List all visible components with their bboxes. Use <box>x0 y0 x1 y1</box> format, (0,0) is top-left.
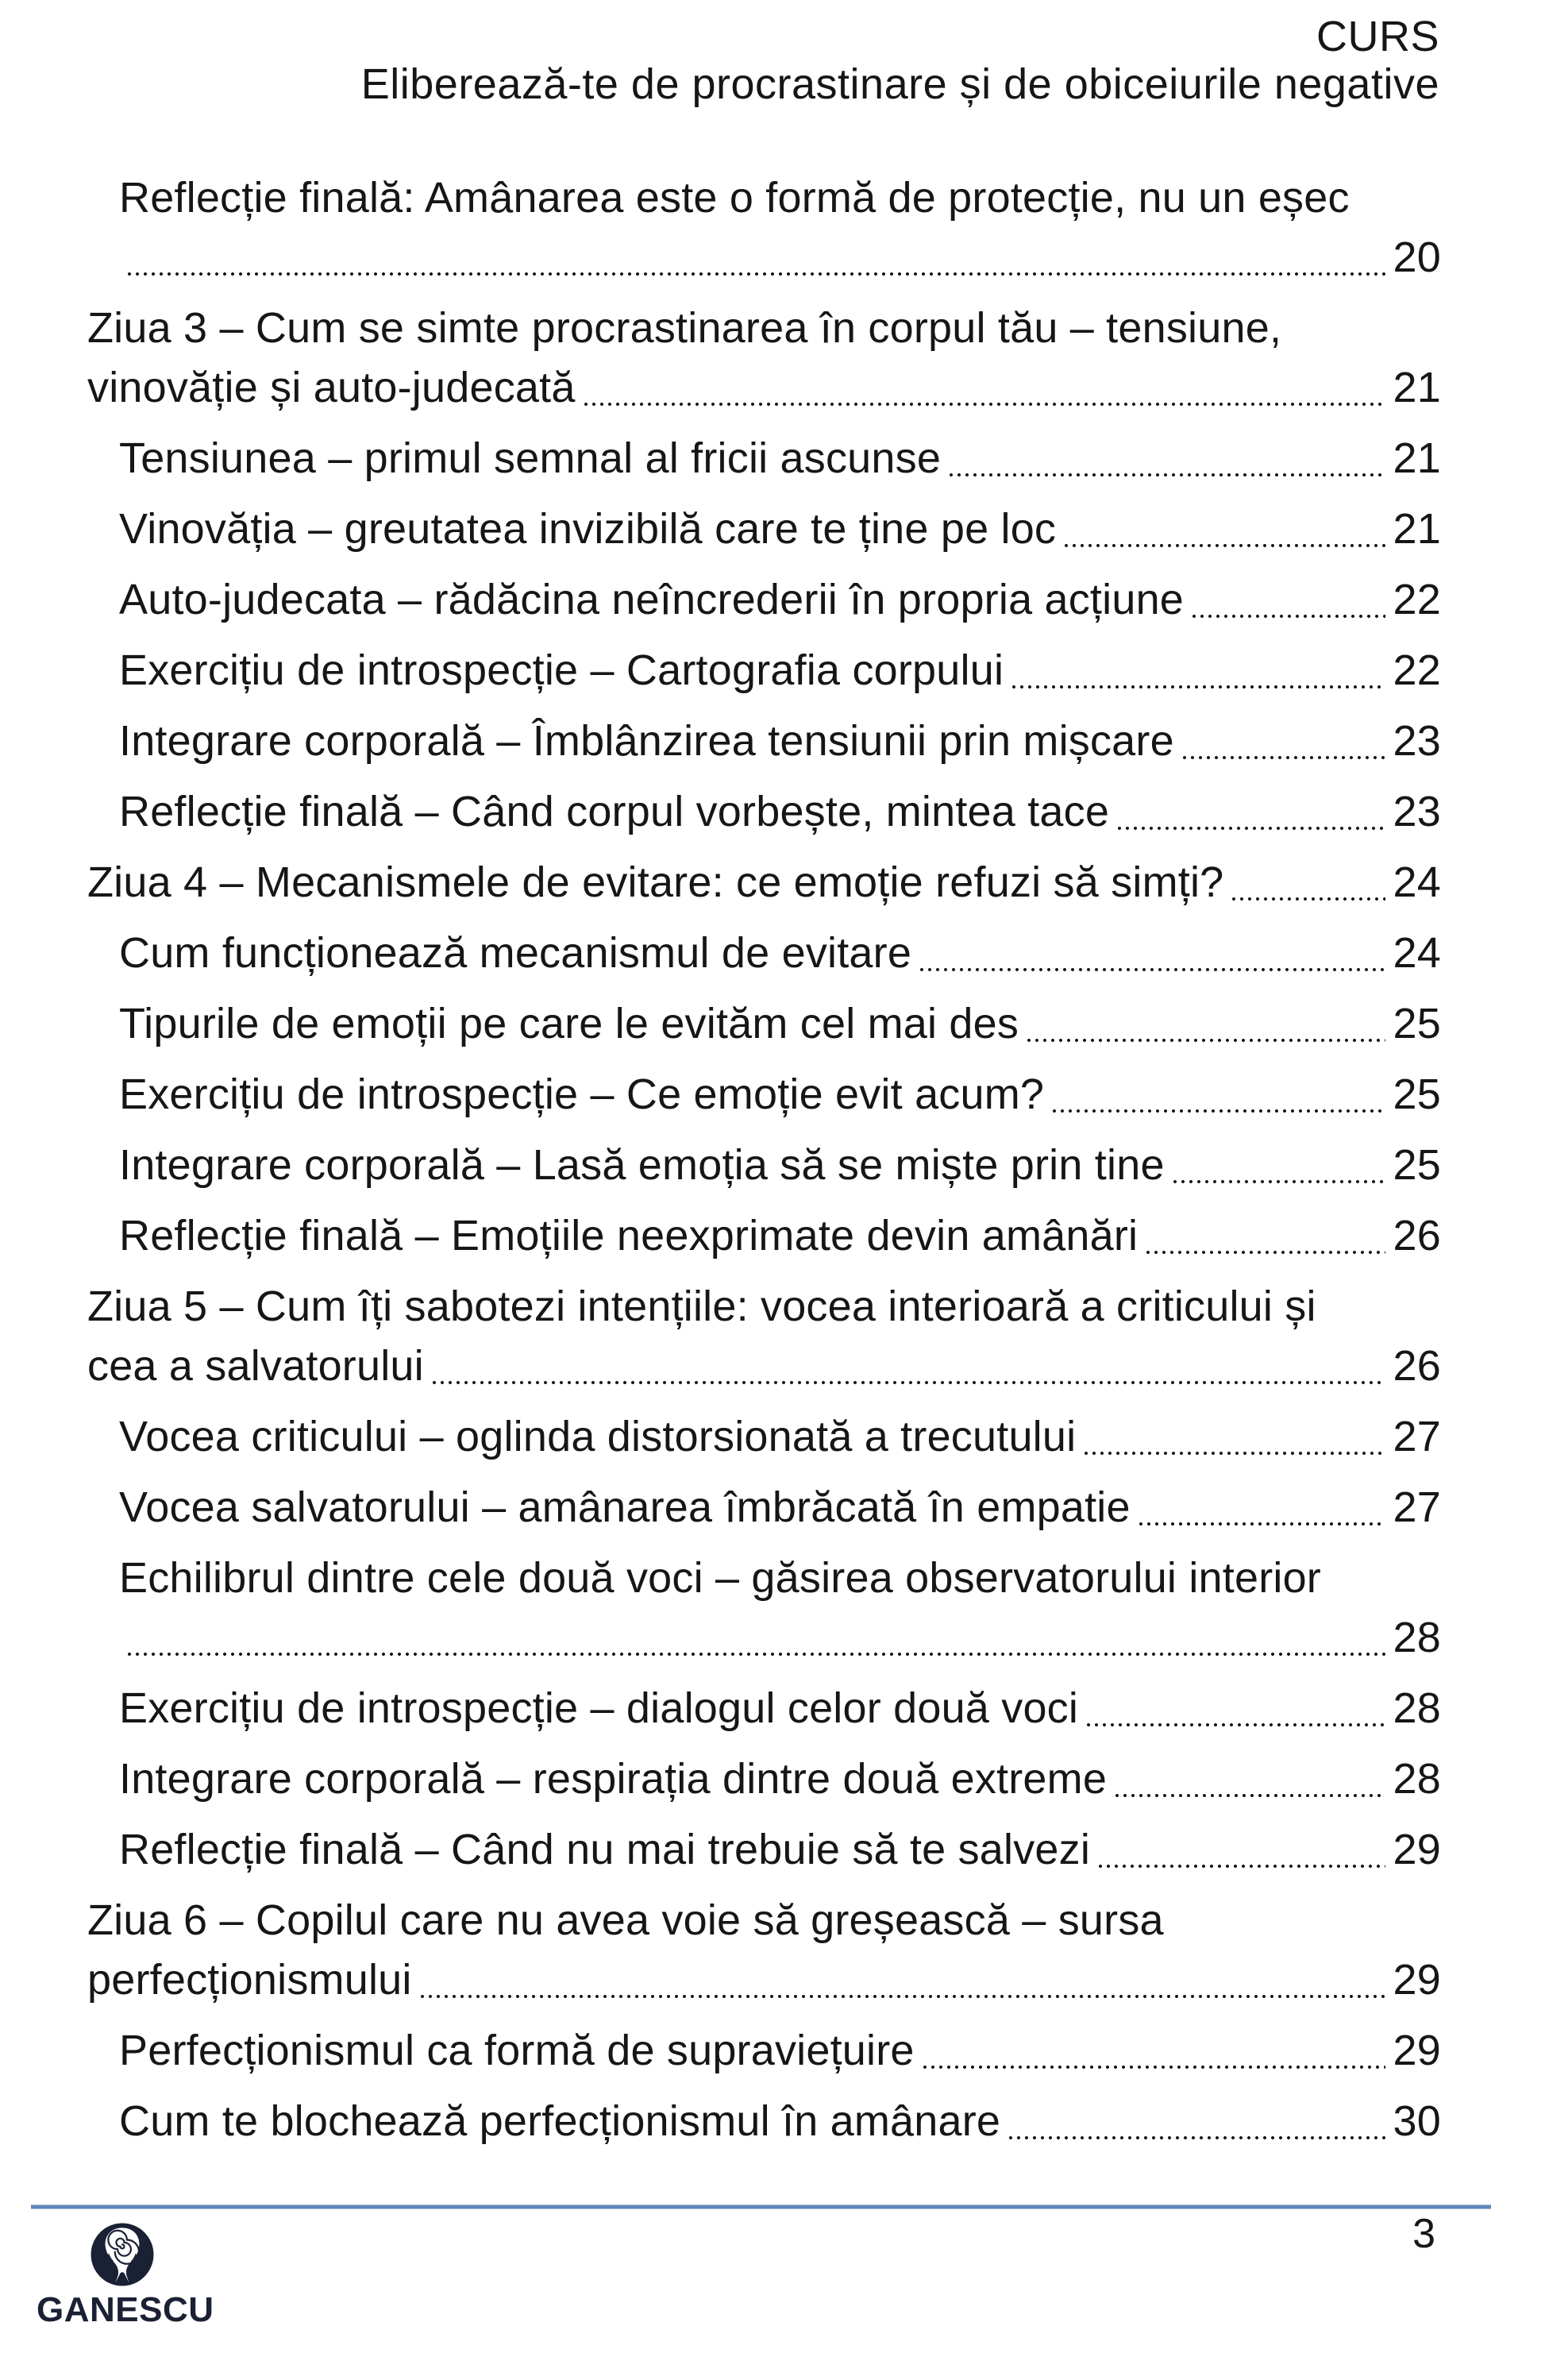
toc-entry <box>0 1820 1441 1880</box>
toc-entry-text: Tensiunea – primul semnal al fricii ascunse <box>119 434 942 482</box>
toc-entry-text: perfecționismului <box>87 1956 412 2004</box>
toc-entry <box>0 2092 1441 2151</box>
toc-page-number: 27 <box>1393 1483 1441 1531</box>
toc-page-number: 24 <box>1393 858 1441 906</box>
toc-page-number: 21 <box>1393 505 1441 553</box>
spiral-mind-logo-icon <box>89 2221 156 2288</box>
toc-page-number: 28 <box>1393 1614 1441 1661</box>
toc-entry-line[interactable] <box>0 1478 1441 1537</box>
dot-leader <box>1096 1863 1385 1869</box>
dot-leader <box>1230 896 1385 902</box>
brand-block <box>37 2221 214 2329</box>
toc-entry-line[interactable] <box>0 1065 1441 1124</box>
dot-leader <box>418 1993 1385 2000</box>
toc-entry-text: Echilibrul dintre cele două voci – găsirea observatorului interior <box>119 1554 1321 1602</box>
toc-entry-line[interactable] <box>0 168 1441 228</box>
toc-entry <box>0 1206 1441 1266</box>
toc-entry-line[interactable] <box>0 1337 1441 1396</box>
toc-entry-line[interactable] <box>0 1277 1441 1337</box>
toc-entry <box>0 2021 1441 2081</box>
toc-entry <box>0 1679 1441 1738</box>
toc-entry-text: Auto-judecata – rădăcina neîncrederii în propria acțiune <box>119 576 1185 623</box>
toc-entry-text: Exercițiu de introspecție – dialogul celor două voci <box>119 1684 1079 1732</box>
toc-entry-line[interactable] <box>0 712 1441 771</box>
toc-entry-text: cea a salvatorului <box>87 1342 424 1390</box>
dot-leader <box>1010 684 1385 690</box>
dot-leader <box>1115 825 1385 831</box>
toc-entry <box>0 1891 1441 2010</box>
dot-leader <box>1082 1450 1385 1456</box>
toc-entry-line[interactable] <box>0 228 1441 287</box>
document-footer <box>0 2205 1545 2329</box>
footer-divider-line <box>31 2205 1491 2208</box>
toc-entry-text: Perfecționismul ca formă de supraviețuire <box>119 2027 915 2074</box>
brand-name: GANESCU <box>37 2290 214 2329</box>
dot-leader <box>1085 1722 1385 1728</box>
toc-page-number: 21 <box>1393 364 1441 411</box>
toc-page-number: 28 <box>1393 1684 1441 1732</box>
dot-leader <box>1137 1521 1385 1527</box>
dot-leader <box>921 2064 1385 2070</box>
dot-leader <box>1007 2135 1385 2141</box>
toc-page-number: 27 <box>1393 1413 1441 1460</box>
toc-entry-line[interactable] <box>0 641 1441 700</box>
dot-leader <box>125 271 1385 277</box>
toc-page-number: 23 <box>1393 717 1441 765</box>
header-kicker: CURS <box>1316 13 1439 60</box>
toc-page-number: 25 <box>1393 1141 1441 1189</box>
toc-entry-text: Reflecție finală – Când nu mai trebuie să te salvezi <box>119 1826 1091 1873</box>
document-header <box>0 0 1545 108</box>
dot-leader <box>1144 1249 1385 1256</box>
toc-entry-line[interactable] <box>0 994 1441 1054</box>
toc-page-number: 26 <box>1393 1342 1441 1390</box>
toc-entry <box>0 1749 1441 1809</box>
toc-entry-line[interactable] <box>0 1749 1441 1809</box>
toc-page-number: 23 <box>1393 788 1441 835</box>
toc-entry <box>0 429 1441 488</box>
toc-entry-line[interactable] <box>0 1950 1441 2010</box>
toc-entry-text: Reflecție finală – Când corpul vorbește, mintea tace <box>119 788 1110 835</box>
toc-entry-line[interactable] <box>0 500 1441 559</box>
toc-entry-text: Vocea criticului – oglinda distorsionată a trecutului <box>119 1413 1077 1460</box>
toc-entry-text: Tipurile de emoții pe care le evităm cel mai des <box>119 1000 1019 1047</box>
toc-page-number: 29 <box>1393 1826 1441 1873</box>
toc-page-number: 22 <box>1393 646 1441 694</box>
toc-page-number: 25 <box>1393 1000 1441 1047</box>
toc-entry-line[interactable] <box>0 570 1441 630</box>
toc-entry <box>0 500 1441 559</box>
dot-leader <box>1190 613 1385 619</box>
toc-entry-text: Exercițiu de introspecție – Ce emoție evit acum? <box>119 1070 1045 1118</box>
table-of-contents <box>0 168 1545 2151</box>
toc-page-number: 29 <box>1393 2027 1441 2074</box>
toc-entry-text: Cum funcționează mecanismul de evitare <box>119 929 912 977</box>
toc-entry-text: Ziua 5 – Cum îți sabotezi intențiile: vocea interioară a criticului și <box>87 1283 1316 1330</box>
toc-entry <box>0 924 1441 983</box>
toc-page-number: 30 <box>1393 2097 1441 2145</box>
dot-leader <box>1050 1108 1385 1114</box>
toc-entry-text: Vocea salvatorului – amânarea îmbrăcată în empatie <box>119 1483 1131 1531</box>
toc-entry <box>0 994 1441 1054</box>
toc-entry-text: Cum te blochează perfecționismul în amânare <box>119 2097 1001 2145</box>
toc-entry-line[interactable] <box>0 1820 1441 1880</box>
toc-entry-text: Integrare corporală – Lasă emoția să se miște prin tine <box>119 1141 1165 1189</box>
toc-entry-text: Integrare corporală – respirația dintre două extreme <box>119 1755 1108 1803</box>
toc-page-number: 22 <box>1393 576 1441 623</box>
toc-page-number: 20 <box>1393 233 1441 281</box>
toc-entry-text: vinovăție și auto-judecată <box>87 364 576 411</box>
dot-leader <box>947 472 1385 478</box>
page-title: Eliberează-te de procrastinare și de obiceiurile negative <box>360 60 1439 108</box>
toc-entry <box>0 570 1441 630</box>
toc-entry <box>0 853 1441 912</box>
toc-entry-line[interactable] <box>0 1608 1441 1668</box>
toc-entry-text: Ziua 4 – Mecanismele de evitare: ce emoție refuzi să simți? <box>87 858 1224 906</box>
toc-entry <box>0 1478 1441 1537</box>
toc-entry-line[interactable] <box>0 429 1441 488</box>
toc-entry-text: Vinovăția – greutatea invizibilă care te ține pe loc <box>119 505 1057 553</box>
toc-entry <box>0 782 1441 842</box>
toc-entry-line[interactable] <box>0 358 1441 418</box>
dot-leader <box>582 401 1385 407</box>
toc-entry <box>0 1407 1441 1467</box>
toc-page-number: 25 <box>1393 1070 1441 1118</box>
toc-entry <box>0 168 1441 287</box>
dot-leader <box>1181 754 1385 761</box>
toc-entry-text: Exercițiu de introspecție – Cartografia corpului <box>119 646 1004 694</box>
toc-entry-line[interactable] <box>0 782 1441 842</box>
toc-entry-text: Ziua 6 – Copilul care nu avea voie să greșească – sursa <box>87 1896 1164 1944</box>
toc-entry-line[interactable] <box>0 1891 1441 1950</box>
dot-leader <box>1113 1792 1385 1799</box>
toc-entry-text: Reflecție finală: Amânarea este o formă de protecție, nu un eșec <box>119 174 1350 222</box>
toc-entry-text: Integrare corporală – Îmblânzirea tensiunii prin mișcare <box>119 717 1174 765</box>
toc-entry <box>0 299 1441 418</box>
toc-page-number: 26 <box>1393 1212 1441 1259</box>
dot-leader <box>918 966 1385 973</box>
toc-entry-line[interactable] <box>0 2092 1441 2151</box>
toc-entry <box>0 1065 1441 1124</box>
dot-leader <box>1171 1178 1385 1185</box>
toc-entry-line[interactable] <box>0 1549 1441 1608</box>
toc-page-number: 21 <box>1393 434 1441 482</box>
toc-entry-text: Ziua 3 – Cum se simte procrastinarea în corpul tău – tensiune, <box>87 304 1282 352</box>
toc-entry-line[interactable] <box>0 1679 1441 1738</box>
toc-page-number: 29 <box>1393 1956 1441 2004</box>
toc-entry-line[interactable] <box>0 853 1441 912</box>
toc-page-number: 24 <box>1393 929 1441 977</box>
dot-leader <box>1025 1037 1385 1043</box>
toc-entry <box>0 641 1441 700</box>
toc-entry <box>0 1277 1441 1396</box>
dot-leader <box>430 1379 1385 1386</box>
toc-entry-line[interactable] <box>0 1407 1441 1467</box>
toc-entry-text: Reflecție finală – Emoțiile neexprimate devin amânări <box>119 1212 1139 1259</box>
page-number: 3 <box>1412 2211 1435 2257</box>
dot-leader <box>1062 542 1385 549</box>
toc-entry-line[interactable] <box>0 924 1441 983</box>
toc-entry-line[interactable] <box>0 1206 1441 1266</box>
toc-entry-line[interactable] <box>0 1136 1441 1195</box>
toc-entry <box>0 1549 1441 1668</box>
dot-leader <box>125 1651 1385 1657</box>
toc-page-number: 28 <box>1393 1755 1441 1803</box>
toc-entry-line[interactable] <box>0 2021 1441 2081</box>
toc-entry <box>0 1136 1441 1195</box>
toc-entry-line[interactable] <box>0 299 1441 358</box>
toc-entry <box>0 712 1441 771</box>
